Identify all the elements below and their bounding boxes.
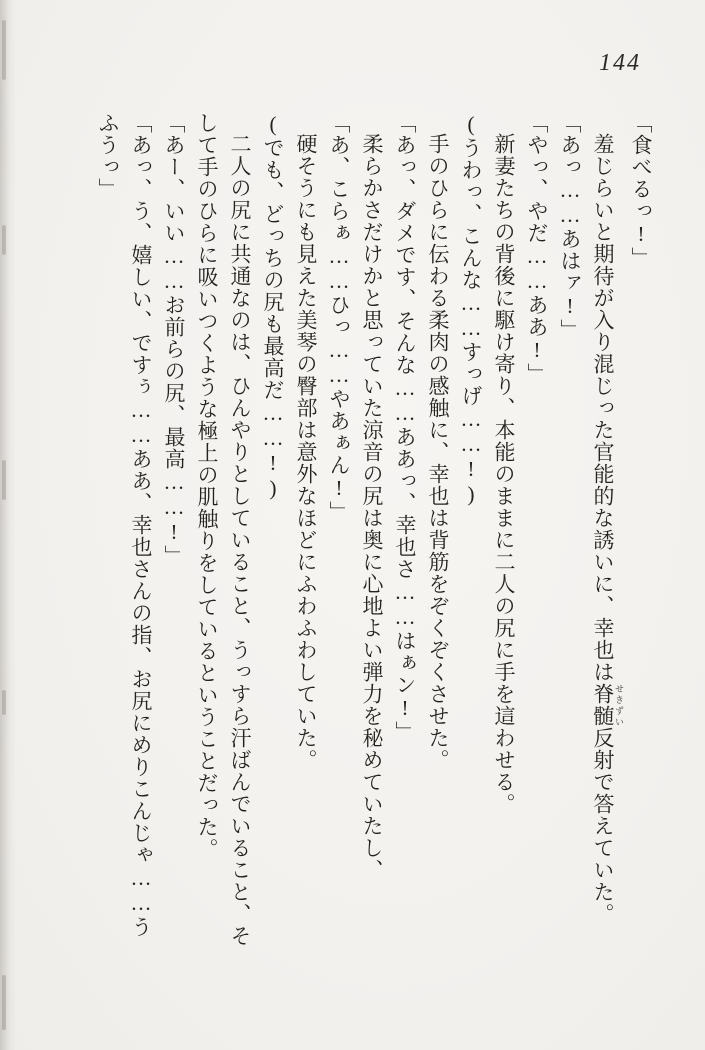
scan-artifact bbox=[2, 460, 6, 500]
ruby-annotation: 脊髄 せきずい bbox=[591, 683, 624, 727]
scan-artifact bbox=[2, 20, 6, 80]
page-number: 144 bbox=[599, 50, 641, 76]
paragraph-dialogue: 「あっ……あはァ!」 bbox=[558, 112, 582, 341]
paragraph-narration: 柔らかさだけかと思っていた涼音の尻は奥に心地よい弾力を秘めていたし、 bbox=[360, 133, 384, 881]
paragraph-narration: 二人の尻に共通なのは、ひんやりとしていること、うっすら汗ばんでいること、そして手のひらに吸いつくような極上の肌触りをしているということだった。 bbox=[195, 112, 252, 947]
paragraph-dialogue: 「やっ、やだ……ああ!」 bbox=[525, 112, 549, 385]
paragraph-narration: 硬そうにも見えた美琴の臀部は意外なほどにふわふわしていた。 bbox=[294, 133, 318, 771]
scan-artifact bbox=[2, 690, 6, 715]
paragraph-dialogue: 「食べるっ!」 bbox=[629, 112, 653, 269]
paragraph-narration: 羞じらいと期待が入り混じった官能的な誘いに、幸也は脊髄 せきずい反射で答えていた。 bbox=[591, 133, 624, 925]
paragraph-thought: (でも、どっちの尻も最高だ……!) bbox=[261, 112, 285, 501]
text-area bbox=[91, 112, 657, 954]
paragraph-dialogue: 「あー、いい……お前らの尻、最高……!」 bbox=[162, 112, 186, 567]
paragraph-thought: (うわっ、こんな……すっげ……!) bbox=[459, 112, 483, 507]
paragraph-dialogue: 「あっ、う、嬉しい、ですぅ……ああ、幸也さんの指、お尻にめりこんじゃ……うふうっ」 bbox=[96, 112, 153, 938]
paragraph-narration: 新妻たちの背後に駆け寄り、本能のままに二人の尻に手を這わせる。 bbox=[492, 133, 516, 815]
scan-artifact bbox=[2, 975, 6, 1030]
scan-artifact bbox=[2, 225, 6, 255]
paragraph-narration: 手のひらに伝わる柔肉の感触に、幸也は背筋をぞくぞくさせた。 bbox=[426, 133, 450, 771]
paragraph-dialogue: 「あっ、ダメです、そんな……ああっ、幸也さ……はぁン!」 bbox=[393, 112, 417, 743]
page-binding-shadow bbox=[0, 0, 16, 1050]
paragraph-dialogue: 「あ、こらぁ……ひっ……やあぁん!」 bbox=[327, 112, 351, 523]
